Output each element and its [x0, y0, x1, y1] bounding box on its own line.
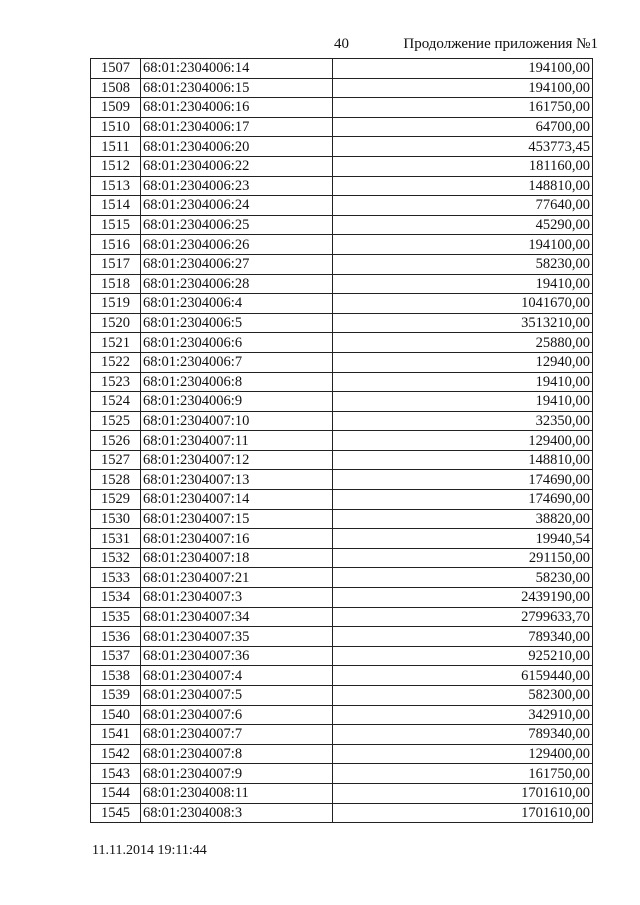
table-row	[91, 764, 593, 784]
cadastral-value-cell: 148810,00	[333, 176, 593, 196]
cadastral-number-cell: 68:01:2304007:21	[141, 568, 333, 588]
table-row	[91, 509, 593, 529]
row-number-cell: 1534	[91, 588, 141, 608]
row-number-cell: 1539	[91, 686, 141, 706]
row-number-cell: 1522	[91, 352, 141, 372]
row-number-cell: 1520	[91, 313, 141, 333]
cadastral-number-cell: 68:01:2304006:15	[141, 78, 333, 98]
row-number-cell: 1538	[91, 666, 141, 686]
cadastral-number-cell: 68:01:2304008:3	[141, 803, 333, 823]
cadastral-number-cell: 68:01:2304007:6	[141, 705, 333, 725]
cadastral-number-cell: 68:01:2304006:26	[141, 235, 333, 255]
cadastral-number-cell: 68:01:2304007:13	[141, 470, 333, 490]
cadastral-number-cell: 68:01:2304006:16	[141, 98, 333, 118]
cadastral-value-cell: 174690,00	[333, 490, 593, 510]
table-row	[91, 215, 593, 235]
table-row	[91, 803, 593, 823]
row-number-cell: 1541	[91, 725, 141, 745]
cadastral-value-cell: 1041670,00	[333, 294, 593, 314]
cadastral-value-cell: 6159440,00	[333, 666, 593, 686]
parcel-table-body	[91, 59, 593, 823]
cadastral-number-cell: 68:01:2304007:12	[141, 450, 333, 470]
cadastral-value-cell: 32350,00	[333, 411, 593, 431]
table-row	[91, 646, 593, 666]
cadastral-value-cell: 19940,54	[333, 529, 593, 549]
row-number-cell: 1544	[91, 783, 141, 803]
table-row	[91, 78, 593, 98]
cadastral-number-cell: 68:01:2304006:24	[141, 196, 333, 216]
cadastral-number-cell: 68:01:2304006:4	[141, 294, 333, 314]
row-number-cell: 1528	[91, 470, 141, 490]
cadastral-number-cell: 68:01:2304006:6	[141, 333, 333, 353]
table-row	[91, 783, 593, 803]
table-row	[91, 235, 593, 255]
cadastral-number-cell: 68:01:2304007:8	[141, 744, 333, 764]
cadastral-value-cell: 19410,00	[333, 372, 593, 392]
header-title: Продолжение приложения №1	[403, 36, 598, 52]
cadastral-value-cell: 342910,00	[333, 705, 593, 725]
cadastral-value-cell: 2439190,00	[333, 588, 593, 608]
row-number-cell: 1540	[91, 705, 141, 725]
table-row	[91, 548, 593, 568]
cadastral-number-cell: 68:01:2304007:10	[141, 411, 333, 431]
table-row	[91, 705, 593, 725]
row-number-cell: 1543	[91, 764, 141, 784]
cadastral-value-cell: 161750,00	[333, 764, 593, 784]
table-row	[91, 666, 593, 686]
cadastral-number-cell: 68:01:2304007:34	[141, 607, 333, 627]
cadastral-value-cell: 1701610,00	[333, 803, 593, 823]
cadastral-value-cell: 77640,00	[333, 196, 593, 216]
cadastral-number-cell: 68:01:2304007:5	[141, 686, 333, 706]
table-row	[91, 98, 593, 118]
table-row	[91, 392, 593, 412]
table-row	[91, 196, 593, 216]
page-number: 40	[334, 36, 349, 52]
table-row	[91, 470, 593, 490]
row-number-cell: 1527	[91, 450, 141, 470]
cadastral-value-cell: 174690,00	[333, 470, 593, 490]
cadastral-value-cell: 38820,00	[333, 509, 593, 529]
cadastral-value-cell: 129400,00	[333, 431, 593, 451]
table-row	[91, 744, 593, 764]
table-row	[91, 372, 593, 392]
row-number-cell: 1509	[91, 98, 141, 118]
cadastral-value-cell: 45290,00	[333, 215, 593, 235]
cadastral-value-cell: 925210,00	[333, 646, 593, 666]
row-number-cell: 1517	[91, 254, 141, 274]
table-row	[91, 313, 593, 333]
row-number-cell: 1510	[91, 117, 141, 137]
table-row	[91, 176, 593, 196]
row-number-cell: 1512	[91, 156, 141, 176]
row-number-cell: 1542	[91, 744, 141, 764]
row-number-cell: 1515	[91, 215, 141, 235]
cadastral-number-cell: 68:01:2304006:7	[141, 352, 333, 372]
cadastral-number-cell: 68:01:2304007:15	[141, 509, 333, 529]
cadastral-number-cell: 68:01:2304006:5	[141, 313, 333, 333]
cadastral-value-cell: 58230,00	[333, 568, 593, 588]
table-row	[91, 607, 593, 627]
table-row	[91, 117, 593, 137]
row-number-cell: 1516	[91, 235, 141, 255]
cadastral-value-cell: 161750,00	[333, 98, 593, 118]
table-row	[91, 59, 593, 79]
cadastral-value-cell: 58230,00	[333, 254, 593, 274]
cadastral-value-cell: 453773,45	[333, 137, 593, 157]
cadastral-value-cell: 789340,00	[333, 725, 593, 745]
cadastral-number-cell: 68:01:2304007:4	[141, 666, 333, 686]
cadastral-number-cell: 68:01:2304006:22	[141, 156, 333, 176]
table-row	[91, 137, 593, 157]
table-row	[91, 490, 593, 510]
cadastral-value-cell: 148810,00	[333, 450, 593, 470]
cadastral-number-cell: 68:01:2304006:23	[141, 176, 333, 196]
cadastral-number-cell: 68:01:2304007:36	[141, 646, 333, 666]
table-row	[91, 352, 593, 372]
cadastral-value-cell: 19410,00	[333, 274, 593, 294]
row-number-cell: 1529	[91, 490, 141, 510]
row-number-cell: 1531	[91, 529, 141, 549]
row-number-cell: 1526	[91, 431, 141, 451]
row-number-cell: 1545	[91, 803, 141, 823]
cadastral-number-cell: 68:01:2304007:16	[141, 529, 333, 549]
table-row	[91, 254, 593, 274]
table-row	[91, 627, 593, 647]
table-row	[91, 725, 593, 745]
cadastral-number-cell: 68:01:2304007:7	[141, 725, 333, 745]
row-number-cell: 1525	[91, 411, 141, 431]
row-number-cell: 1523	[91, 372, 141, 392]
cadastral-number-cell: 68:01:2304006:14	[141, 59, 333, 79]
row-number-cell: 1524	[91, 392, 141, 412]
table-row	[91, 294, 593, 314]
cadastral-value-cell: 129400,00	[333, 744, 593, 764]
row-number-cell: 1511	[91, 137, 141, 157]
cadastral-value-cell: 181160,00	[333, 156, 593, 176]
table-row	[91, 156, 593, 176]
cadastral-number-cell: 68:01:2304008:11	[141, 783, 333, 803]
row-number-cell: 1536	[91, 627, 141, 647]
row-number-cell: 1535	[91, 607, 141, 627]
parcel-table	[90, 58, 593, 823]
cadastral-value-cell: 194100,00	[333, 59, 593, 79]
row-number-cell: 1537	[91, 646, 141, 666]
cadastral-value-cell: 2799633,70	[333, 607, 593, 627]
cadastral-number-cell: 68:01:2304006:28	[141, 274, 333, 294]
cadastral-number-cell: 68:01:2304006:8	[141, 372, 333, 392]
cadastral-value-cell: 19410,00	[333, 392, 593, 412]
cadastral-number-cell: 68:01:2304007:3	[141, 588, 333, 608]
cadastral-value-cell: 194100,00	[333, 235, 593, 255]
row-number-cell: 1533	[91, 568, 141, 588]
cadastral-number-cell: 68:01:2304007:18	[141, 548, 333, 568]
row-number-cell: 1513	[91, 176, 141, 196]
table-row	[91, 411, 593, 431]
table-row	[91, 274, 593, 294]
row-number-cell: 1530	[91, 509, 141, 529]
cadastral-value-cell: 3513210,00	[333, 313, 593, 333]
footer-timestamp: 11.11.2014 19:11:44	[92, 843, 207, 858]
row-number-cell: 1518	[91, 274, 141, 294]
table-row	[91, 450, 593, 470]
cadastral-number-cell: 68:01:2304006:20	[141, 137, 333, 157]
cadastral-number-cell: 68:01:2304007:9	[141, 764, 333, 784]
table-row	[91, 529, 593, 549]
cadastral-value-cell: 64700,00	[333, 117, 593, 137]
table-row	[91, 568, 593, 588]
cadastral-number-cell: 68:01:2304006:25	[141, 215, 333, 235]
page-header	[0, 36, 640, 56]
table-row	[91, 686, 593, 706]
table-row	[91, 431, 593, 451]
cadastral-number-cell: 68:01:2304007:14	[141, 490, 333, 510]
cadastral-value-cell: 12940,00	[333, 352, 593, 372]
cadastral-number-cell: 68:01:2304006:9	[141, 392, 333, 412]
row-number-cell: 1507	[91, 59, 141, 79]
cadastral-number-cell: 68:01:2304007:35	[141, 627, 333, 647]
table-row	[91, 588, 593, 608]
cadastral-value-cell: 1701610,00	[333, 783, 593, 803]
row-number-cell: 1508	[91, 78, 141, 98]
table-row	[91, 333, 593, 353]
cadastral-value-cell: 25880,00	[333, 333, 593, 353]
cadastral-value-cell: 194100,00	[333, 78, 593, 98]
cadastral-number-cell: 68:01:2304006:17	[141, 117, 333, 137]
row-number-cell: 1514	[91, 196, 141, 216]
cadastral-value-cell: 582300,00	[333, 686, 593, 706]
cadastral-number-cell: 68:01:2304007:11	[141, 431, 333, 451]
row-number-cell: 1521	[91, 333, 141, 353]
cadastral-value-cell: 789340,00	[333, 627, 593, 647]
row-number-cell: 1519	[91, 294, 141, 314]
cadastral-value-cell: 291150,00	[333, 548, 593, 568]
cadastral-number-cell: 68:01:2304006:27	[141, 254, 333, 274]
row-number-cell: 1532	[91, 548, 141, 568]
